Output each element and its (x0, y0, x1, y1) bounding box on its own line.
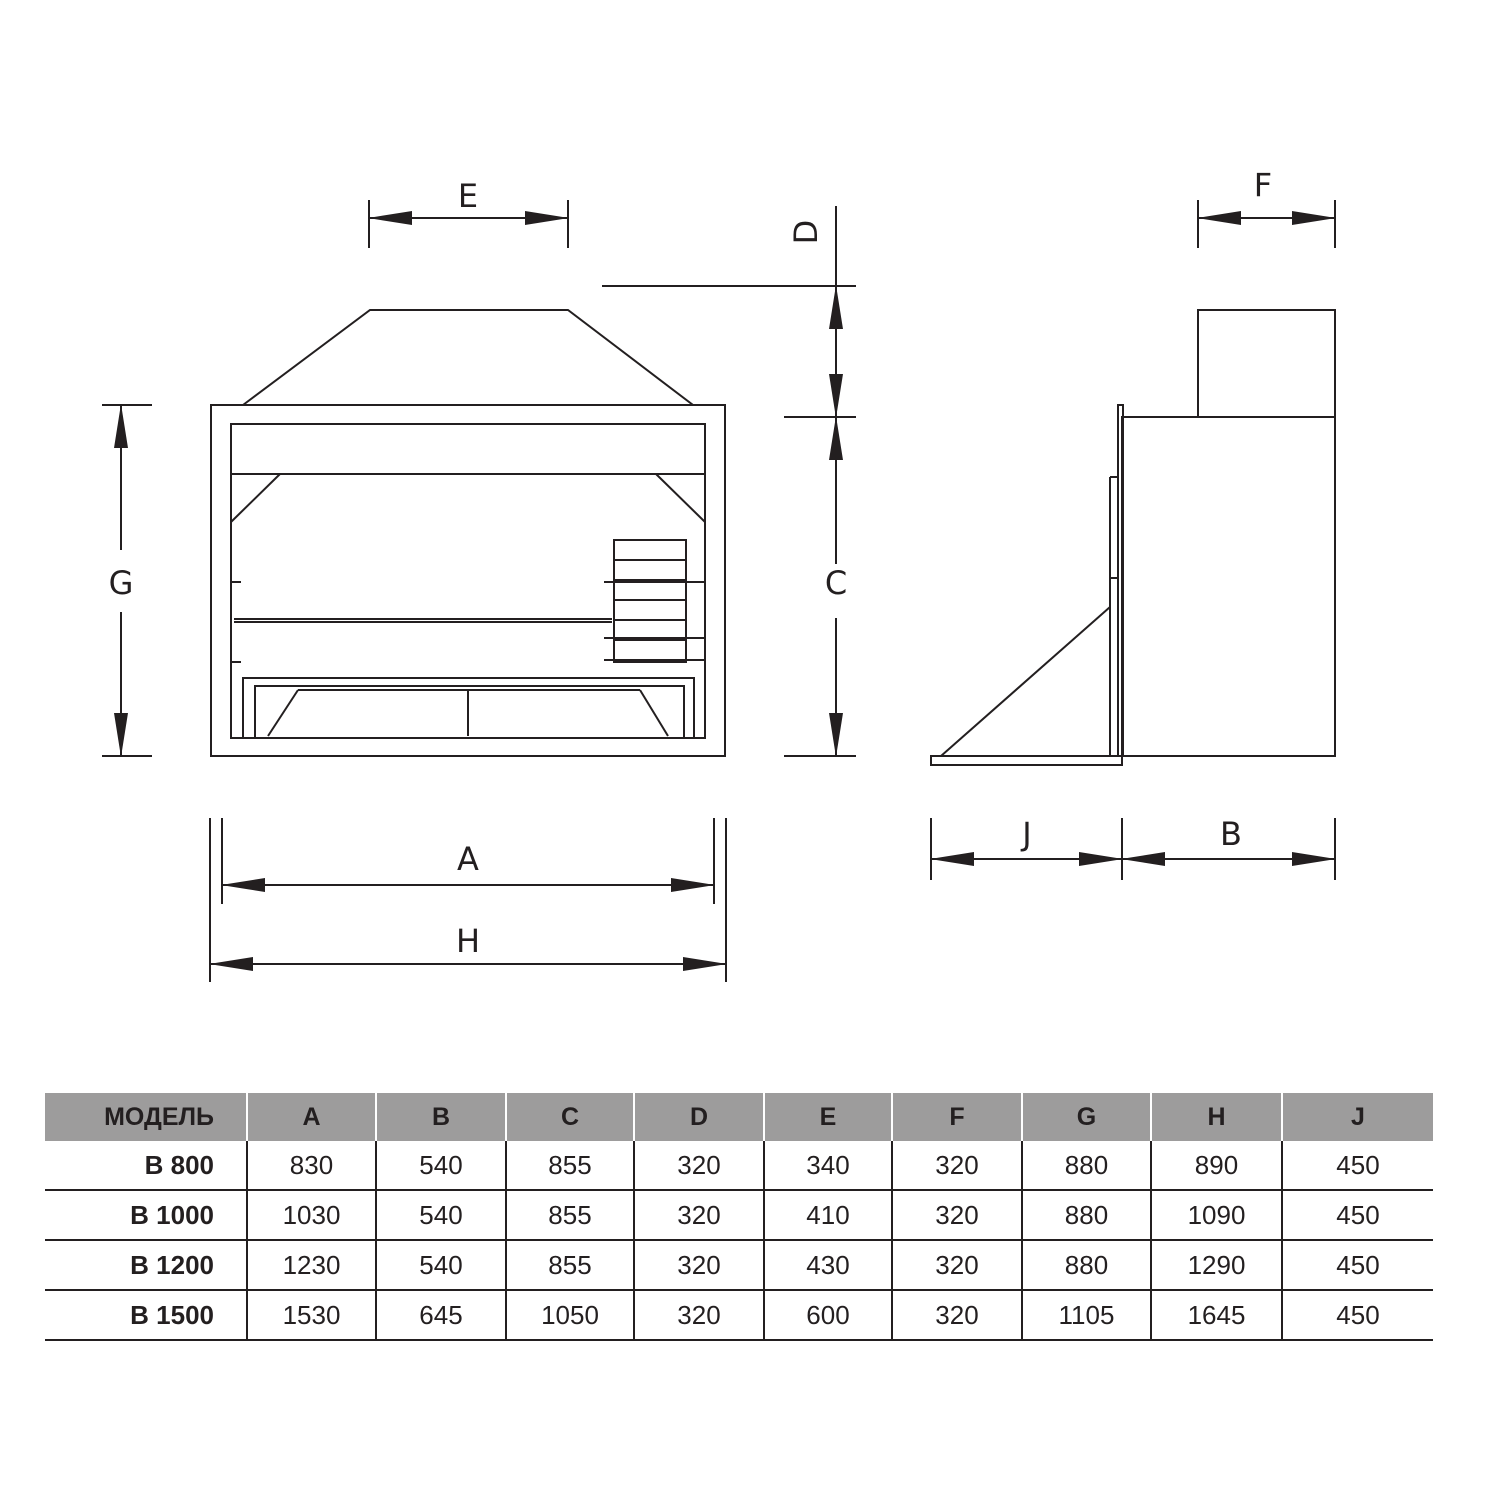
rack-slots (604, 540, 705, 662)
value-cell: 1030 (247, 1190, 376, 1240)
side-brace (941, 607, 1110, 756)
label-h: H (455, 922, 481, 960)
value-cell: 880 (1022, 1240, 1151, 1290)
table-row (45, 1190, 1433, 1240)
dimensions-table (45, 1093, 1433, 1341)
value-cell: 855 (506, 1240, 634, 1290)
value-cell: 450 (1282, 1290, 1433, 1340)
label-e: E (457, 177, 479, 215)
value-cell: 320 (634, 1141, 764, 1190)
table-row (45, 1141, 1433, 1190)
base-plate (931, 756, 1122, 765)
value-cell: 320 (634, 1240, 764, 1290)
value-cell: 1530 (247, 1290, 376, 1340)
header-g: G (1022, 1093, 1151, 1141)
label-c: C (824, 564, 848, 602)
side-view (931, 310, 1335, 765)
hood-outline (243, 310, 693, 405)
value-cell: 410 (764, 1190, 892, 1240)
value-cell: 1645 (1151, 1290, 1282, 1340)
model-cell: B 1200 (45, 1240, 247, 1290)
model-cell: B 1000 (45, 1190, 247, 1240)
value-cell: 645 (376, 1290, 506, 1340)
value-cell: 320 (892, 1190, 1022, 1240)
model-cell: B 800 (45, 1141, 247, 1190)
header-f: F (892, 1093, 1022, 1141)
left-brace (231, 474, 280, 522)
header-d: D (634, 1093, 764, 1141)
value-cell: 1050 (506, 1290, 634, 1340)
header-a: A (247, 1093, 376, 1141)
header-b: B (376, 1093, 506, 1141)
value-cell: 430 (764, 1240, 892, 1290)
value-cell: 855 (506, 1190, 634, 1240)
value-cell: 880 (1022, 1190, 1151, 1240)
header-c: C (506, 1093, 634, 1141)
value-cell: 540 (376, 1141, 506, 1190)
value-cell: 880 (1022, 1141, 1151, 1190)
value-cell: 320 (892, 1290, 1022, 1340)
value-cell: 1230 (247, 1240, 376, 1290)
header-e: E (764, 1093, 892, 1141)
value-cell: 890 (1151, 1141, 1282, 1190)
front-view (211, 310, 725, 756)
value-cell: 1290 (1151, 1240, 1282, 1290)
side-body (1122, 417, 1335, 756)
value-cell: 340 (764, 1141, 892, 1190)
value-cell: 450 (1282, 1190, 1433, 1240)
table-row (45, 1290, 1433, 1340)
label-j: J (1022, 815, 1032, 853)
value-cell: 450 (1282, 1240, 1433, 1290)
front-edge (1118, 405, 1123, 756)
header-h: H (1151, 1093, 1282, 1141)
value-cell: 540 (376, 1190, 506, 1240)
value-cell: 1090 (1151, 1190, 1282, 1240)
header-j: J (1282, 1093, 1433, 1141)
chimney-block (1198, 310, 1335, 417)
value-cell: 600 (764, 1290, 892, 1340)
value-cell: 320 (634, 1290, 764, 1340)
value-cell: 320 (892, 1141, 1022, 1190)
right-brace (656, 474, 705, 522)
value-cell: 855 (506, 1141, 634, 1190)
value-cell: 830 (247, 1141, 376, 1190)
dimension-lines (102, 200, 1335, 982)
header-model: МОДЕЛЬ (45, 1093, 247, 1141)
table-header-row (45, 1093, 1433, 1141)
value-cell: 540 (376, 1240, 506, 1290)
label-f: F (1253, 166, 1273, 204)
label-b: B (1220, 815, 1242, 853)
label-a: A (457, 840, 479, 878)
label-d: D (787, 219, 825, 245)
model-cell: B 1500 (45, 1290, 247, 1340)
table-row (45, 1240, 1433, 1290)
value-cell: 320 (634, 1190, 764, 1240)
value-cell: 320 (892, 1240, 1022, 1290)
value-cell: 1105 (1022, 1290, 1151, 1340)
value-cell: 450 (1282, 1141, 1433, 1190)
ash-drawer (243, 678, 694, 738)
label-g: G (108, 564, 134, 602)
